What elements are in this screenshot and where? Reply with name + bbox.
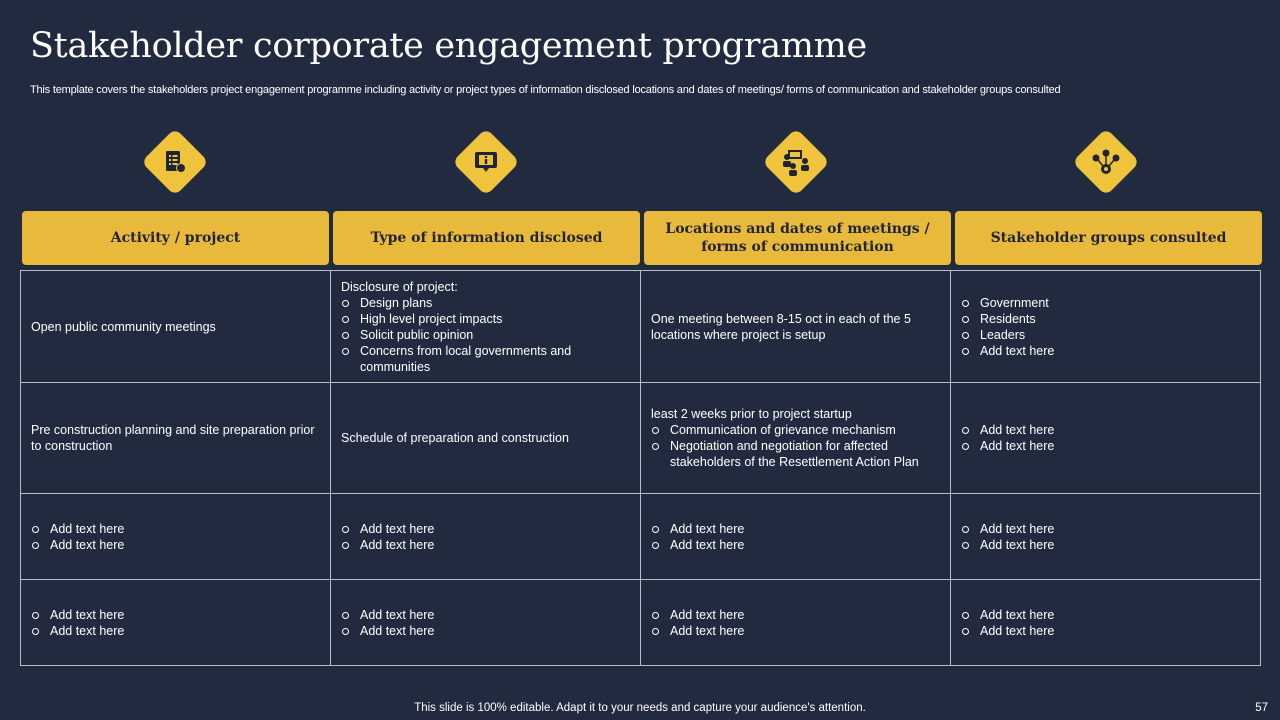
table-cell	[21, 580, 331, 666]
list-item: Leaders	[961, 327, 1250, 343]
cell-text: Open public community meetings	[31, 319, 216, 334]
list-item: Government	[961, 295, 1250, 311]
list-item: High level project impacts	[341, 311, 630, 327]
document-list-icon	[140, 127, 210, 197]
list-item: Add text here	[961, 343, 1250, 359]
table-row	[21, 383, 1261, 494]
list-item: Add text here	[961, 438, 1250, 454]
table-row	[21, 271, 1261, 383]
page-number: 57	[1255, 702, 1268, 714]
table-cell	[641, 494, 951, 580]
list-item: Design plans	[341, 295, 630, 311]
cell-text: Schedule of preparation and construction	[341, 431, 569, 445]
table-cell	[951, 494, 1261, 580]
cell-intro: Disclosure of project:	[341, 279, 458, 294]
table-cell	[641, 383, 951, 494]
list-item: Add text here	[961, 607, 1250, 623]
header-locations-dates: Locations and dates of meetings / forms of communication	[644, 211, 951, 265]
table-cell	[21, 494, 331, 580]
stakeholder-network-icon	[1071, 127, 1141, 197]
table-cell	[331, 494, 641, 580]
list-item: Add text here	[31, 537, 320, 553]
list-item: Concerns from local governments and communities	[341, 343, 630, 375]
list-item: Communication of grievance mechanism	[651, 422, 940, 438]
list-item: Residents	[961, 311, 1250, 327]
table-cell	[641, 580, 951, 666]
list-item: Add text here	[31, 521, 320, 537]
list-item: Add text here	[341, 607, 630, 623]
list-item: Solicit public opinion	[341, 327, 630, 343]
list-item: Add text here	[961, 623, 1250, 639]
list-item: Add text here	[31, 607, 320, 623]
cell-text: Pre construction planning and site preparation prior to construction	[31, 423, 315, 453]
header-activity-project: Activity / project	[22, 211, 329, 265]
list-item: Add text here	[341, 521, 630, 537]
header-information-disclosed: Type of information disclosed	[333, 211, 640, 265]
table-cell	[21, 271, 331, 383]
table-row	[21, 494, 1261, 580]
slide-footer: This slide is 100% editable. Adapt it to your needs and capture your audience's attention.	[414, 702, 866, 714]
table-cell	[331, 580, 641, 666]
table-cell	[641, 271, 951, 383]
info-chat-icon	[451, 127, 521, 197]
list-item: Add text here	[651, 607, 940, 623]
list-item: Add text here	[341, 537, 630, 553]
header-stakeholder-groups: Stakeholder groups consulted	[955, 211, 1262, 265]
table-cell	[331, 383, 641, 494]
cell-text: One meeting between 8-15 oct in each of the 5 locations where project is setup	[651, 311, 911, 342]
engagement-table	[20, 270, 1261, 666]
list-item: Add text here	[651, 623, 940, 639]
list-item: Add text here	[961, 521, 1250, 537]
table-header-row	[22, 211, 1260, 265]
table-row	[21, 580, 1261, 666]
list-item: Add text here	[961, 422, 1250, 438]
list-item: Add text here	[341, 623, 630, 639]
meeting-presentation-icon	[761, 127, 831, 197]
list-item: Add text here	[961, 537, 1250, 553]
table-cell	[951, 383, 1261, 494]
list-item: Add text here	[651, 537, 940, 553]
list-item: Add text here	[651, 521, 940, 537]
table-cell	[951, 580, 1261, 666]
table-cell	[21, 383, 331, 494]
table-cell	[951, 271, 1261, 383]
list-item: Negotiation and negotiation for affected stakeholders of the Resettlement Action Plan	[651, 438, 940, 470]
table-cell	[331, 271, 641, 383]
list-item: Add text here	[31, 623, 320, 639]
cell-intro: least 2 weeks prior to project startup	[651, 407, 852, 421]
slide-title: Stakeholder corporate engagement programme	[30, 26, 867, 66]
slide-subtitle: This template covers the stakeholders project engagement programme including activity or project types of information disclosed locations and dates of meetings/ forms of communication and stakeholder groups consulted	[30, 84, 1061, 96]
